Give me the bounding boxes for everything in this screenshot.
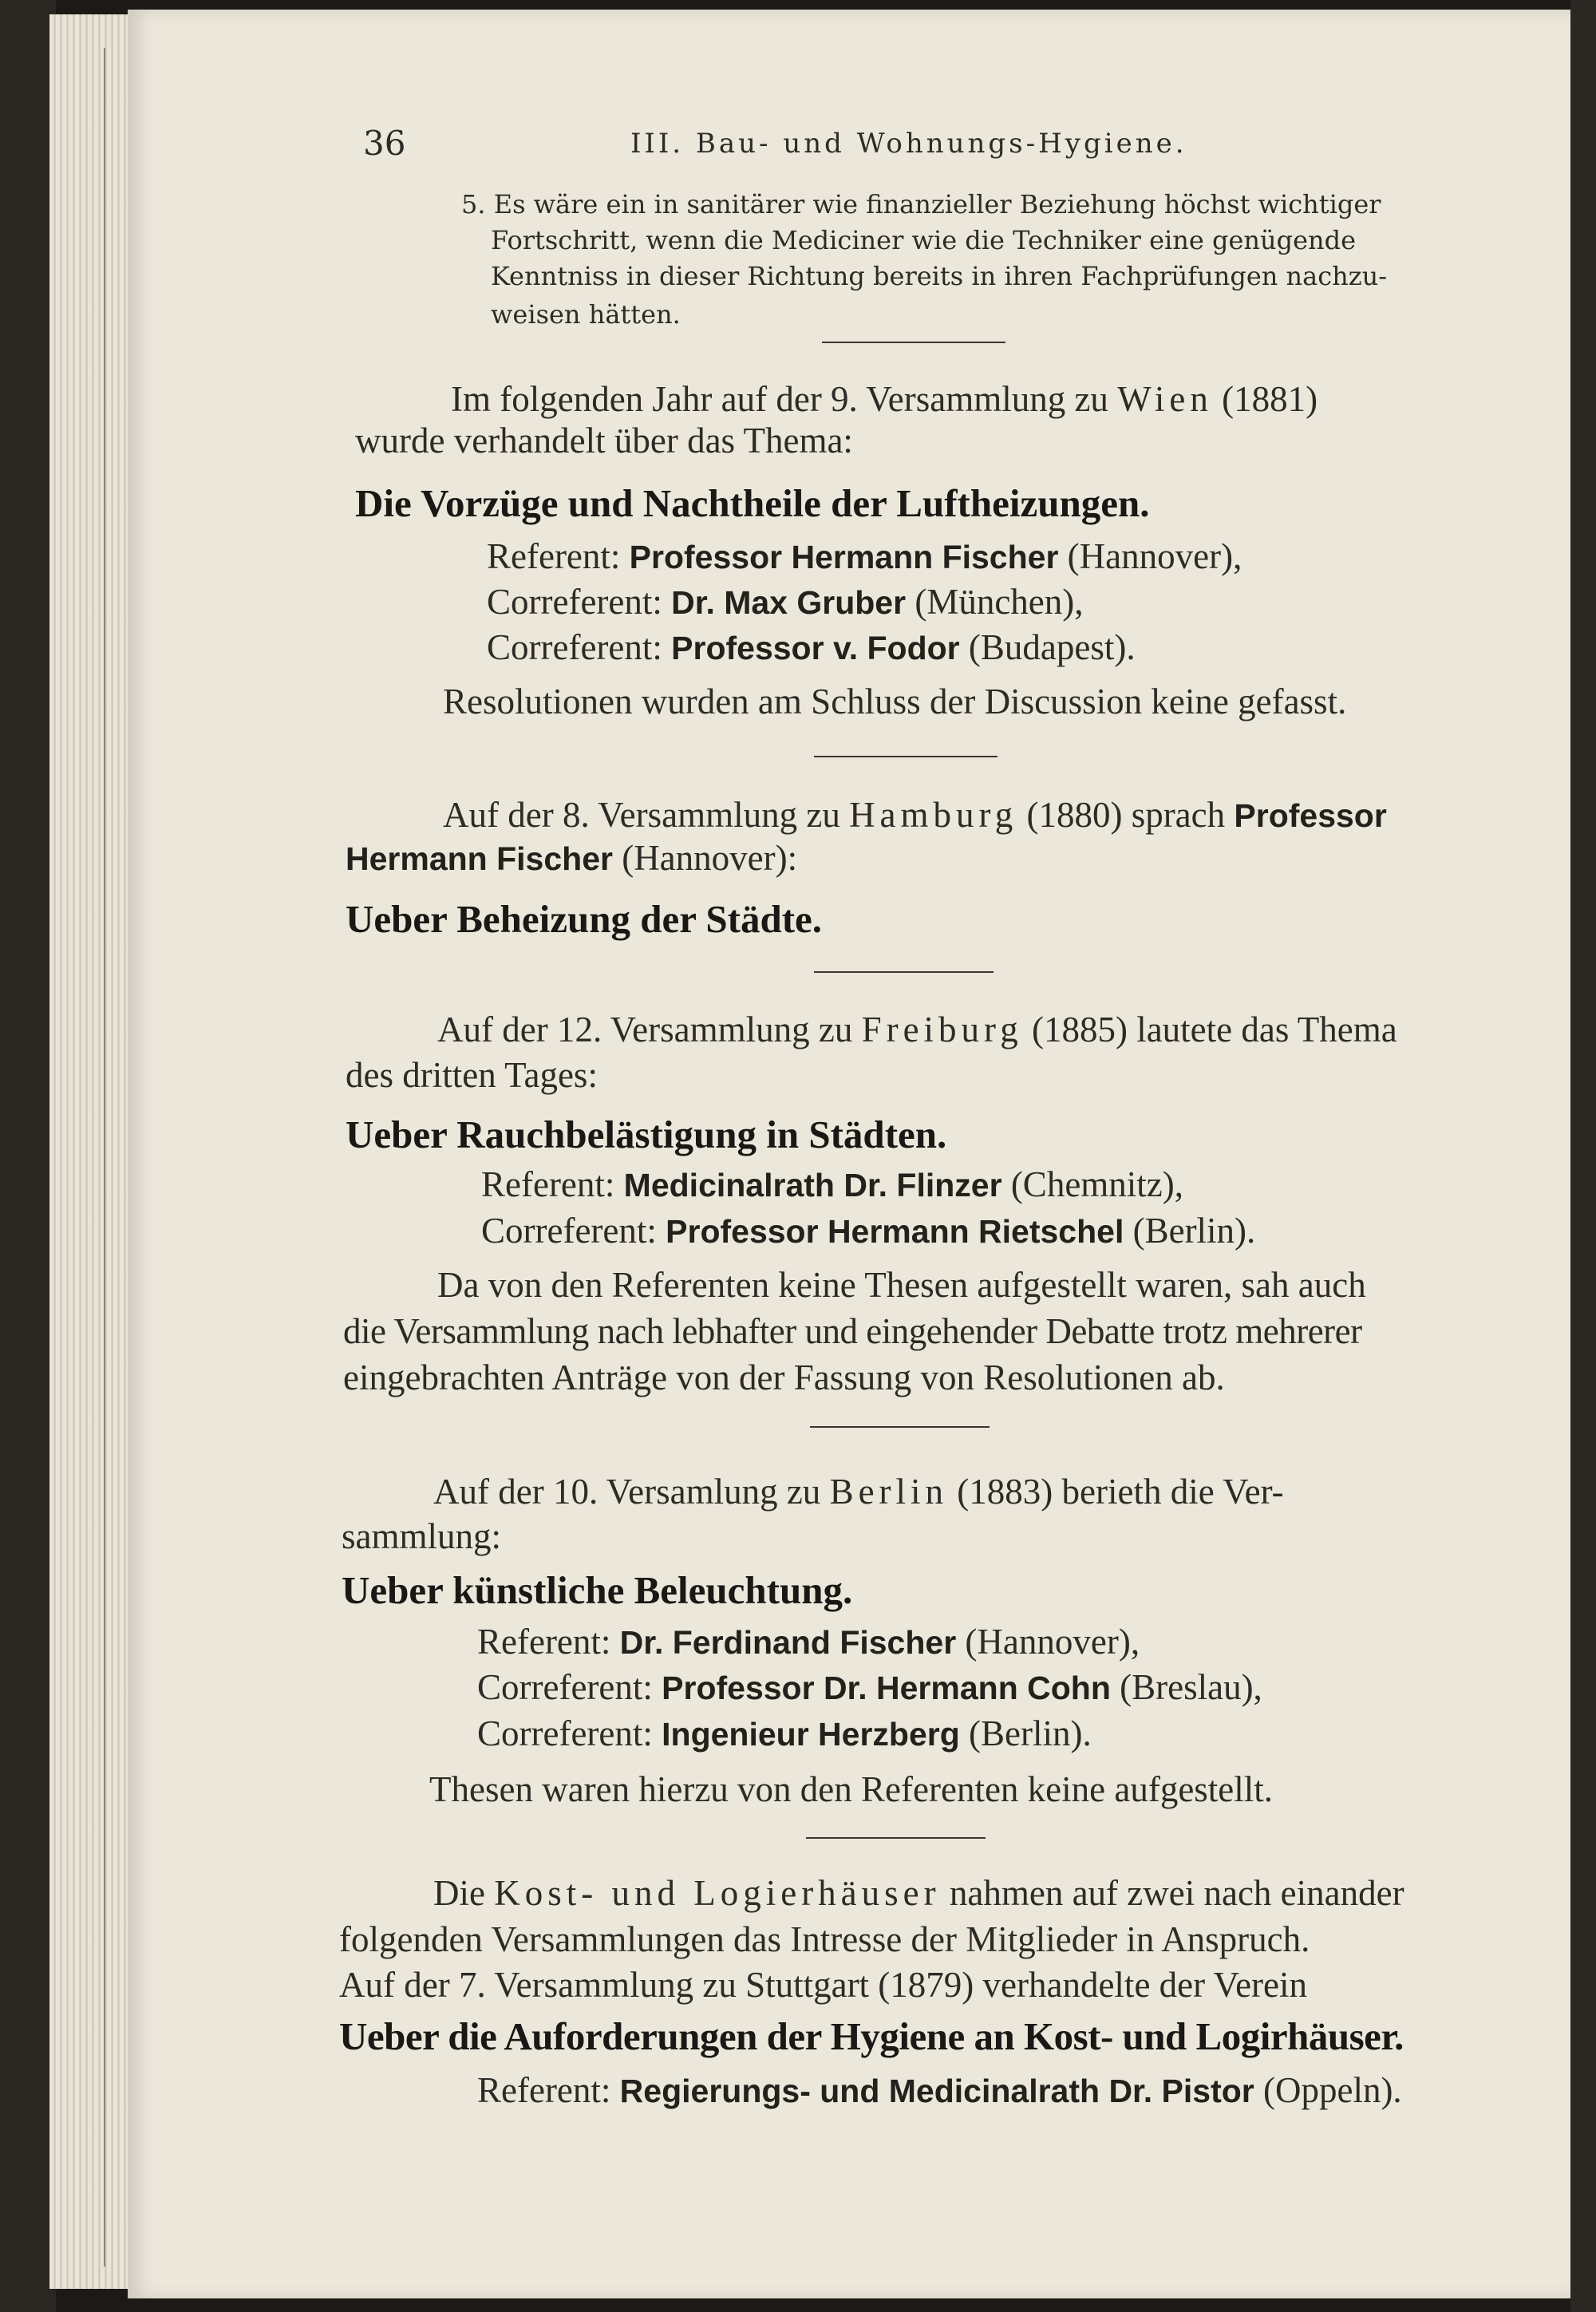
s1-intro-line1 [451,381,1317,417]
s4-person [477,1713,1092,1753]
s2-intro-pre: Auf der 8. Versammlung zu [443,795,840,835]
person-name: Professor [1234,797,1387,834]
s1-intro-pre: Im folgenden Jahr auf der 9. Versammlung zu [451,379,1108,419]
s1-intro-line2: wurde verhandelt über das Thema: [355,421,853,460]
running-head: III. Bau- und Wohnungs-Hygiene. [630,128,1187,160]
role: Referent: [481,1164,615,1204]
s3-intro-line2: des dritten Tages: [346,1055,598,1095]
person-name: Medicinalrath Dr. Flinzer [623,1167,1002,1203]
person-name: Professor Hermann Fischer [629,539,1059,575]
s4-title: Ueber künstliche Beleuchtung. [342,1568,853,1612]
s3-para-line: Da von den Referenten keine Thesen aufgestellt waren, sah auch [437,1265,1366,1305]
place: (Hannover), [1067,536,1242,576]
s5-spaced-term: Kost- und Logierhäuser [494,1873,941,1913]
s2-intro-post: (1880) sprach [1026,795,1226,835]
page-number: 36 [363,124,406,163]
s4-intro-line1 [433,1474,1284,1510]
place: (Hannover): [622,838,798,878]
s3-para-line: eingebrachten Anträge von der Fassung von Resolutionen ab. [343,1358,1225,1397]
person-name: Regierungs- und Medicinalrath Dr. Pistor [619,2073,1254,2109]
s5-intro-line1 [433,1875,1404,1911]
s3-intro-line1 [437,1012,1397,1048]
person-name: Professor Dr. Hermann Cohn [662,1670,1111,1706]
section-rule [810,1426,990,1428]
s5-intro-line3: Auf der 7. Versammlung zu Stuttgart (1879) verhandelte der Verein [339,1965,1308,2005]
scan-right-edge [1570,0,1596,2312]
s4-intro-post: (1883) berieth die Ver- [957,1472,1284,1512]
section-rule [806,1837,986,1839]
place: (Budapest). [968,627,1136,667]
s5-person [477,2070,1402,2110]
place: (Hannover), [965,1622,1140,1662]
place: (Oppeln). [1262,2070,1402,2110]
place: (München), [915,582,1084,622]
s4-person [477,1667,1262,1707]
s5-intro-pre: Die [433,1873,485,1913]
s3-city: Freiburg [861,1010,1023,1049]
point5-line: Fortschritt, wenn die Mediciner wie die Techniker eine genügende [491,225,1357,255]
s3-person [481,1164,1184,1204]
role: Correferent: [477,1667,653,1707]
section-rule [822,342,1005,343]
scan-left-edge [0,0,56,2312]
person-name: Professor Hermann Rietschel [666,1213,1124,1250]
s3-intro-pre: Auf der 12. Versammlung zu [437,1010,853,1049]
role: Correferent: [487,627,662,667]
role: Correferent: [481,1211,657,1251]
s3-intro-post: (1885) lautete das Thema [1031,1010,1397,1049]
s5-title: Ueber die Auforderungen der Hygiene an Kost- und Logirhäuser. [339,2014,1404,2058]
section-rule [814,756,998,757]
s1-city: Wien [1117,379,1213,419]
person-name: Professor v. Fodor [671,630,960,666]
s4-person [477,1624,1140,1660]
s1-title: Die Vorzüge und Nachtheile der Luftheizungen. [355,481,1150,525]
s3-title: Ueber Rauchbelästigung in Städten. [346,1113,947,1156]
s1-person [487,584,1084,620]
s2-city: Hamburg [849,795,1018,835]
person-name: Dr. Ferdinand Fischer [619,1624,957,1661]
s4-closing: Thesen waren hierzu von den Referenten keine aufgestellt. [429,1769,1274,1809]
s5-intro-post: nahmen auf zwei nach einander [949,1873,1404,1913]
role: Correferent: [477,1713,653,1753]
s5-intro-line2: folgenden Versammlungen das Intresse der Mitglieder in Anspruch. [339,1919,1310,1959]
role: Correferent: [487,582,662,622]
s4-intro-line2: sammlung: [342,1516,501,1556]
person-name: Hermann Fischer [346,840,613,877]
point5-line: weisen hätten. [491,299,681,330]
s4-city: Berlin [829,1472,949,1512]
place: (Berlin). [1132,1211,1256,1251]
place: (Berlin). [969,1713,1092,1753]
role: Referent: [477,2070,611,2110]
person-name: Ingenieur Herzberg [662,1716,960,1753]
person-name: Dr. Max Gruber [671,584,907,621]
point5-line: Kenntniss in dieser Richtung bereits in ihren Fachprüfungen nachzu- [491,261,1388,291]
place: (Chemnitz), [1010,1164,1184,1204]
section-rule [814,971,994,973]
s2-intro-line1 [443,797,1387,833]
s2-title: Ueber Beheizung der Städte. [346,897,823,941]
s1-person [487,627,1136,667]
s1-intro-post: (1881) [1222,379,1318,419]
s2-intro-line2 [346,840,797,876]
role: Referent: [477,1622,611,1662]
s1-closing: Resolutionen wurden am Schluss der Discussion keine gefasst. [443,682,1347,721]
point5-line: 5. Es wäre ein in sanitärer wie finanzieller Beziehung höchst wichtiger [461,189,1381,219]
s3-para-line: die Versammlung nach lebhafter und eingehender Debatte trotz mehrerer [343,1311,1362,1351]
place: (Breslau), [1120,1667,1262,1707]
s3-person [481,1213,1255,1249]
role: Referent: [487,536,621,576]
s1-person [487,536,1242,576]
s4-intro-pre: Auf der 10. Versamlung zu [433,1472,821,1512]
spine-shadow [104,48,105,2267]
